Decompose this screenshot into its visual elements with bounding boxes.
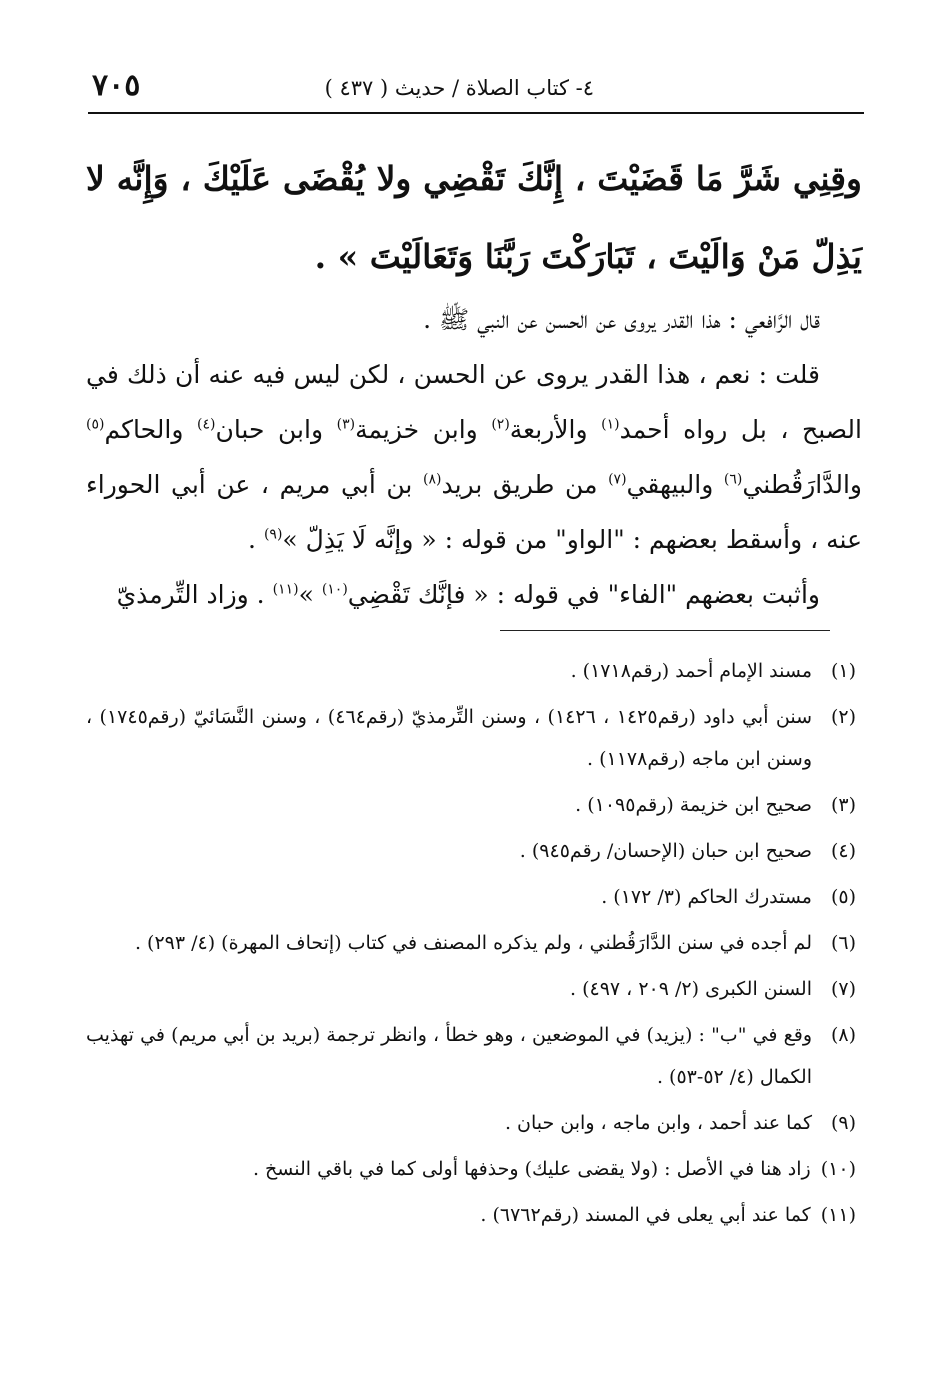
text-segment: »: [298, 580, 322, 609]
text-segment: والدَّارَقُطني: [742, 470, 862, 499]
footnote-ref-7[interactable]: (٧): [608, 471, 627, 488]
footnote-text: زاد هنا في الأصل : (ولا يقضى عليك) وحذفها أولى كما في باقي النسخ .: [252, 1158, 811, 1180]
footnote-11: [86, 1194, 856, 1236]
footnote-text: كما عند أبي يعلى في المسند (رقم٦٧٦٢) .: [480, 1204, 811, 1226]
text-segment: والأربعة: [509, 415, 602, 444]
footnote-text: سنن أبي داود (رقم١٤٢٥ ، ١٤٢٦) ، وسنن التِّرمذيّ (رقم٤٦٤) ، وسنن النَّسَائيّ (رقم١٧٤٥) ، وسنن ابن ماجه (رقم١١٧٨) .: [86, 706, 812, 770]
footnote-number: (١): [830, 660, 856, 682]
footnote-ref-5[interactable]: (٥): [86, 416, 105, 433]
text-segment: بن أبي مريم ، عن أبي الحوراء عنه ، وأسقط بعضهم : "الواو" من قوله : « وإنَّه لَا يَذِلّ »: [86, 470, 862, 554]
footnote-ref-10[interactable]: (١٠): [321, 581, 348, 598]
paragraph-athbata: [86, 567, 862, 622]
footnote-number: (٢): [830, 706, 856, 728]
footnote-text: صحيح ابن حبان (الإحسان/ رقم٩٤٥) .: [519, 840, 812, 862]
footnote-ref-9[interactable]: (٩): [263, 526, 283, 543]
footnote-text: لم أجده في سنن الدَّارَقُطني ، ولم يذكره المصنف في كتاب (إتحاف المهرة) (٤/ ٢٩٣) .: [134, 932, 812, 954]
footnote-ref-8[interactable]: (٨): [423, 471, 442, 488]
footnote-number: (١٠): [820, 1158, 856, 1180]
footnote-5: [86, 876, 856, 918]
text-segment: وابن حبان: [215, 415, 337, 444]
paragraph-rafii: قال الرَّافعي : هذا القدر يروى عن الحسن عن النبي ﷺ .: [423, 305, 820, 334]
text-segment: .: [248, 525, 264, 554]
paragraph-qultu: [86, 347, 862, 567]
footnote-3: [86, 784, 856, 826]
footnote-text: مسند الإمام أحمد (رقم١٧١٨) .: [570, 660, 812, 682]
footnote-4: [86, 830, 856, 872]
footnote-text: كما عند أحمد ، وابن ماجه ، وابن حبان .: [504, 1112, 812, 1134]
footnote-ref-1[interactable]: (١): [601, 416, 620, 433]
footnote-number: (٤): [830, 840, 856, 862]
footnote-text: صحيح ابن خزيمة (رقم١٠٩٥) .: [575, 794, 812, 816]
text-segment: وأثبت بعضهم "الفاء" في قوله : « فإنَّك تَقْضِي: [347, 580, 820, 609]
footnote-ref-2[interactable]: (٢): [491, 416, 510, 433]
footnote-number: (١١): [820, 1204, 856, 1226]
text-segment: والبيهقي: [626, 470, 724, 499]
footnote-number: (٥): [830, 886, 856, 908]
text-segment: والحاكم: [104, 415, 197, 444]
footnote-1: [86, 650, 856, 692]
page-header: [88, 64, 864, 114]
footnote-ref-6[interactable]: (٦): [723, 471, 743, 488]
footnote-text: وقع في "ب" : (يزيد) في الموضعين ، وهو خطأ ، وانظر ترجمة (بريد بن أبي مريم) في تهذيب الكمال (٤/ ٥٢-٥٣) .: [86, 1024, 812, 1088]
text-segment: قلت : نعم ، هذا القدر يروى عن الحسن ، لكن ليس فيه عنه أن ذلك في الصبح ، بل رواه أحمد: [86, 360, 862, 444]
footnote-number: (٣): [830, 794, 856, 816]
footnote-ref-3[interactable]: (٣): [336, 416, 356, 433]
footnote-number: (٦): [830, 932, 856, 954]
footnote-number: (٩): [830, 1112, 856, 1134]
text-segment: وابن خزيمة: [355, 415, 492, 444]
footnote-10: [86, 1148, 856, 1190]
footnote-separator: [500, 630, 830, 631]
hadith-text: وقِنِي شَرَّ مَا قَضَيْتَ ، إِنَّكَ تَقْضِي ولا يُقْضَى عَلَيْكَ ، وَإِنَّه لا يَذِلّ مَنْ وَالَيْتَ ، تَبَارَكْتَ رَبَّنَا وَتَعَالَيْتَ » .: [86, 159, 862, 276]
footnote-number: (٨): [830, 1024, 856, 1046]
footnotes: [86, 650, 856, 1240]
page-number: ٧٠٥: [92, 68, 141, 103]
footnote-ref-4[interactable]: (٤): [196, 416, 216, 433]
text-segment: . وزاد التِّرمذيّ: [116, 580, 273, 609]
footnote-text: مستدرك الحاكم (٣/ ١٧٢) .: [601, 886, 812, 908]
running-head: ٤- كتاب الصلاة / حديث ( ٤٣٧ ): [324, 76, 594, 100]
commentary: [86, 292, 862, 622]
footnote-8: [86, 1014, 856, 1098]
footnote-2: [86, 696, 856, 780]
text-segment: من طريق بريد: [441, 470, 609, 499]
footnote-ref-11[interactable]: (١١): [272, 581, 299, 598]
footnote-number: (٧): [830, 978, 856, 1000]
footnote-9: [86, 1102, 856, 1144]
footnote-6: [86, 922, 856, 964]
footnote-text: السنن الكبرى (٢/ ٢٠٩ ، ٤٩٧) .: [570, 978, 812, 1000]
footnote-7: [86, 968, 856, 1010]
